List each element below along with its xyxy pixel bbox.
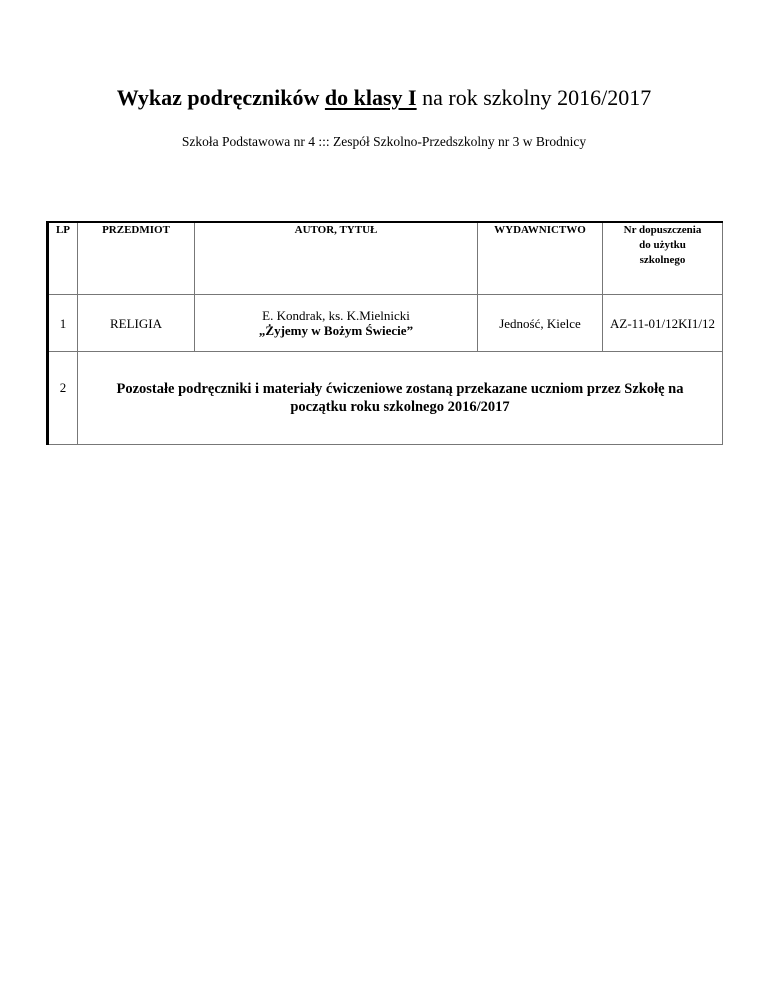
column-header-approval-number [603,222,723,295]
cell-lp: 2 [48,352,78,445]
cell-lp: 1 [48,295,78,352]
note-line-1: Pozostałe podręczniki i materiały ćwiczeniowe zostaną przekazane uczniom przez Szkołę na [116,381,684,397]
cell-author-title [195,295,478,352]
note-line-2: początku roku szkolnego 2016/2017 [290,399,510,415]
column-header-publisher: WYDAWNICTWO [478,222,603,295]
column-header-author-title: AUTOR, TYTUŁ [195,222,478,295]
column-header-subject: PRZEDMIOT [78,222,195,295]
title-class: do klasy I [324,85,417,110]
textbook-table [46,221,723,445]
note-cell [78,352,723,445]
cell-publisher: Jedność, Kielce [478,295,603,352]
cell-subject: RELIGIA [78,295,195,352]
title-part-1: Wykaz podręczników [116,85,325,110]
table-row [48,295,723,352]
table-row [48,352,723,445]
approval-header-line-1: Nr dopuszczenia [623,224,702,236]
column-header-lp: LP [48,222,78,295]
school-name: Szkoła Podstawowa nr 4 ::: Zespół Szkolno-Przedszkolny nr 3 w Brodnicy [181,134,587,149]
approval-header-line-2: do użytku [639,239,686,251]
title-part-2: na rok szkolny 2016/2017 [416,85,652,110]
book-author: E. Kondrak, ks. K.Mielnicki [262,308,410,323]
page-title [0,84,768,112]
approval-header-line-3: szkolnego [639,254,686,266]
cell-approval-number: AZ-11-01/12KI1/12 [603,295,723,352]
table-header-row [48,222,723,295]
book-title: „Żyjemy w Bożym Świecie” [258,323,414,338]
